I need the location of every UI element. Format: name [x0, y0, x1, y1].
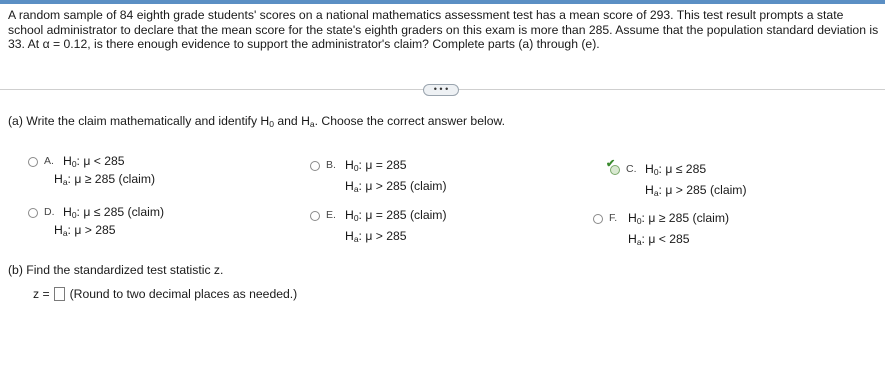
- sub-a: a: [636, 237, 642, 247]
- option-c-h0: [645, 162, 706, 177]
- option-letter: B.: [326, 159, 336, 171]
- h-symbol: H: [63, 154, 72, 168]
- option-d-h0: [63, 205, 164, 220]
- sub-0: 0: [71, 210, 77, 220]
- option-letter: F.: [609, 212, 618, 224]
- radio-b[interactable]: [310, 161, 320, 171]
- h0-value: μ ≥ 285 (claim): [648, 211, 730, 225]
- option-e[interactable]: [310, 208, 510, 246]
- option-e-h0: [345, 208, 447, 223]
- z-label: z =: [33, 287, 50, 301]
- h0-value: μ ≤ 285 (claim): [83, 205, 165, 219]
- option-letter: D.: [44, 206, 55, 218]
- colon: :: [358, 208, 366, 222]
- option-e-ha: [345, 229, 407, 244]
- colon: :: [358, 158, 366, 172]
- option-a-ha: [54, 172, 155, 187]
- radio-d[interactable]: [28, 208, 38, 218]
- top-accent-bar: [0, 0, 885, 4]
- part-a-and: and H: [273, 114, 310, 128]
- problem-statement: [8, 8, 880, 52]
- sub-a: a: [353, 234, 359, 244]
- ha-value: μ > 285: [74, 223, 116, 237]
- ha-value: μ > 285 (claim): [365, 179, 447, 193]
- h-symbol: H: [645, 183, 654, 197]
- part-a-question: [8, 114, 505, 129]
- part-a-text-end: . Choose the correct answer below.: [314, 114, 505, 128]
- sub-0: 0: [636, 216, 642, 226]
- z-answer-input[interactable]: [54, 287, 65, 301]
- expand-more-button[interactable]: • • •: [423, 84, 459, 96]
- h-symbol: H: [345, 158, 354, 172]
- part-a-text: (a) Write the claim mathematically and identify H: [8, 114, 270, 128]
- sub-0: 0: [269, 119, 274, 129]
- option-b-h0: [345, 158, 407, 173]
- h-symbol: H: [628, 232, 637, 246]
- part-b-question: (b) Find the standardized test statistic z.: [8, 263, 224, 277]
- sub-a: a: [653, 188, 659, 198]
- option-c[interactable]: [606, 158, 810, 200]
- colon: :: [76, 205, 84, 219]
- option-a[interactable]: [28, 154, 228, 188]
- option-f-ha: [628, 232, 690, 247]
- sub-a: a: [309, 119, 315, 129]
- sub-a: a: [62, 177, 68, 187]
- alpha-value: α = 0.12: [42, 37, 88, 51]
- option-f[interactable]: [593, 211, 793, 249]
- h0-value: μ < 285: [83, 154, 125, 168]
- problem-text: A random sample of 84 eighth grade students' scores on a national mathematics assessment test has a mean score of 293. This test result prompts a state school administrator to declare that the mean score for the state's eighth graders on this exam is more than 285. Assume that the population standard deviation is 33. At: [8, 8, 879, 51]
- option-d[interactable]: [28, 205, 228, 239]
- option-letter: A.: [44, 155, 54, 167]
- option-a-h0: [63, 154, 125, 169]
- ha-value: μ ≥ 285 (claim): [74, 172, 156, 186]
- ha-value: μ > 285 (claim): [665, 183, 747, 197]
- problem-text-end: , is there enough evidence to support the administrator's claim? Complete parts (a) through (e).: [87, 37, 600, 51]
- colon: :: [76, 154, 84, 168]
- ha-value: μ < 285: [648, 232, 690, 246]
- h-symbol: H: [345, 208, 354, 222]
- h-symbol: H: [63, 205, 72, 219]
- option-d-ha: [54, 223, 116, 238]
- sub-0: 0: [653, 167, 659, 177]
- checkmark-icon: ✔: [606, 158, 616, 170]
- h-symbol: H: [345, 229, 354, 243]
- h-symbol: H: [54, 223, 63, 237]
- sub-0: 0: [71, 159, 77, 169]
- h-symbol: H: [645, 162, 654, 176]
- colon: :: [641, 211, 649, 225]
- z-answer-row: [33, 287, 297, 301]
- colon: :: [358, 229, 366, 243]
- radio-a[interactable]: [28, 157, 38, 167]
- sub-a: a: [62, 228, 68, 238]
- h0-value: μ = 285: [365, 158, 407, 172]
- colon: :: [641, 232, 649, 246]
- radio-e[interactable]: [310, 211, 320, 221]
- ha-value: μ > 285: [365, 229, 407, 243]
- h0-value: μ ≤ 285: [665, 162, 707, 176]
- sub-0: 0: [353, 213, 359, 223]
- option-letter: C.: [626, 163, 637, 175]
- colon: :: [658, 162, 666, 176]
- colon: :: [67, 172, 75, 186]
- option-f-h0: [628, 211, 729, 226]
- sub-a: a: [353, 184, 359, 194]
- colon: :: [358, 179, 366, 193]
- option-c-ha: [645, 183, 747, 198]
- h-symbol: H: [628, 211, 637, 225]
- option-b[interactable]: [310, 158, 510, 196]
- h0-value: μ = 285 (claim): [365, 208, 447, 222]
- colon: :: [658, 183, 666, 197]
- option-b-ha: [345, 179, 447, 194]
- rounding-hint: (Round to two decimal places as needed.): [69, 287, 298, 301]
- h-symbol: H: [345, 179, 354, 193]
- option-letter: E.: [326, 209, 336, 221]
- radio-f[interactable]: [593, 214, 603, 224]
- colon: :: [67, 223, 75, 237]
- sub-0: 0: [353, 163, 359, 173]
- h-symbol: H: [54, 172, 63, 186]
